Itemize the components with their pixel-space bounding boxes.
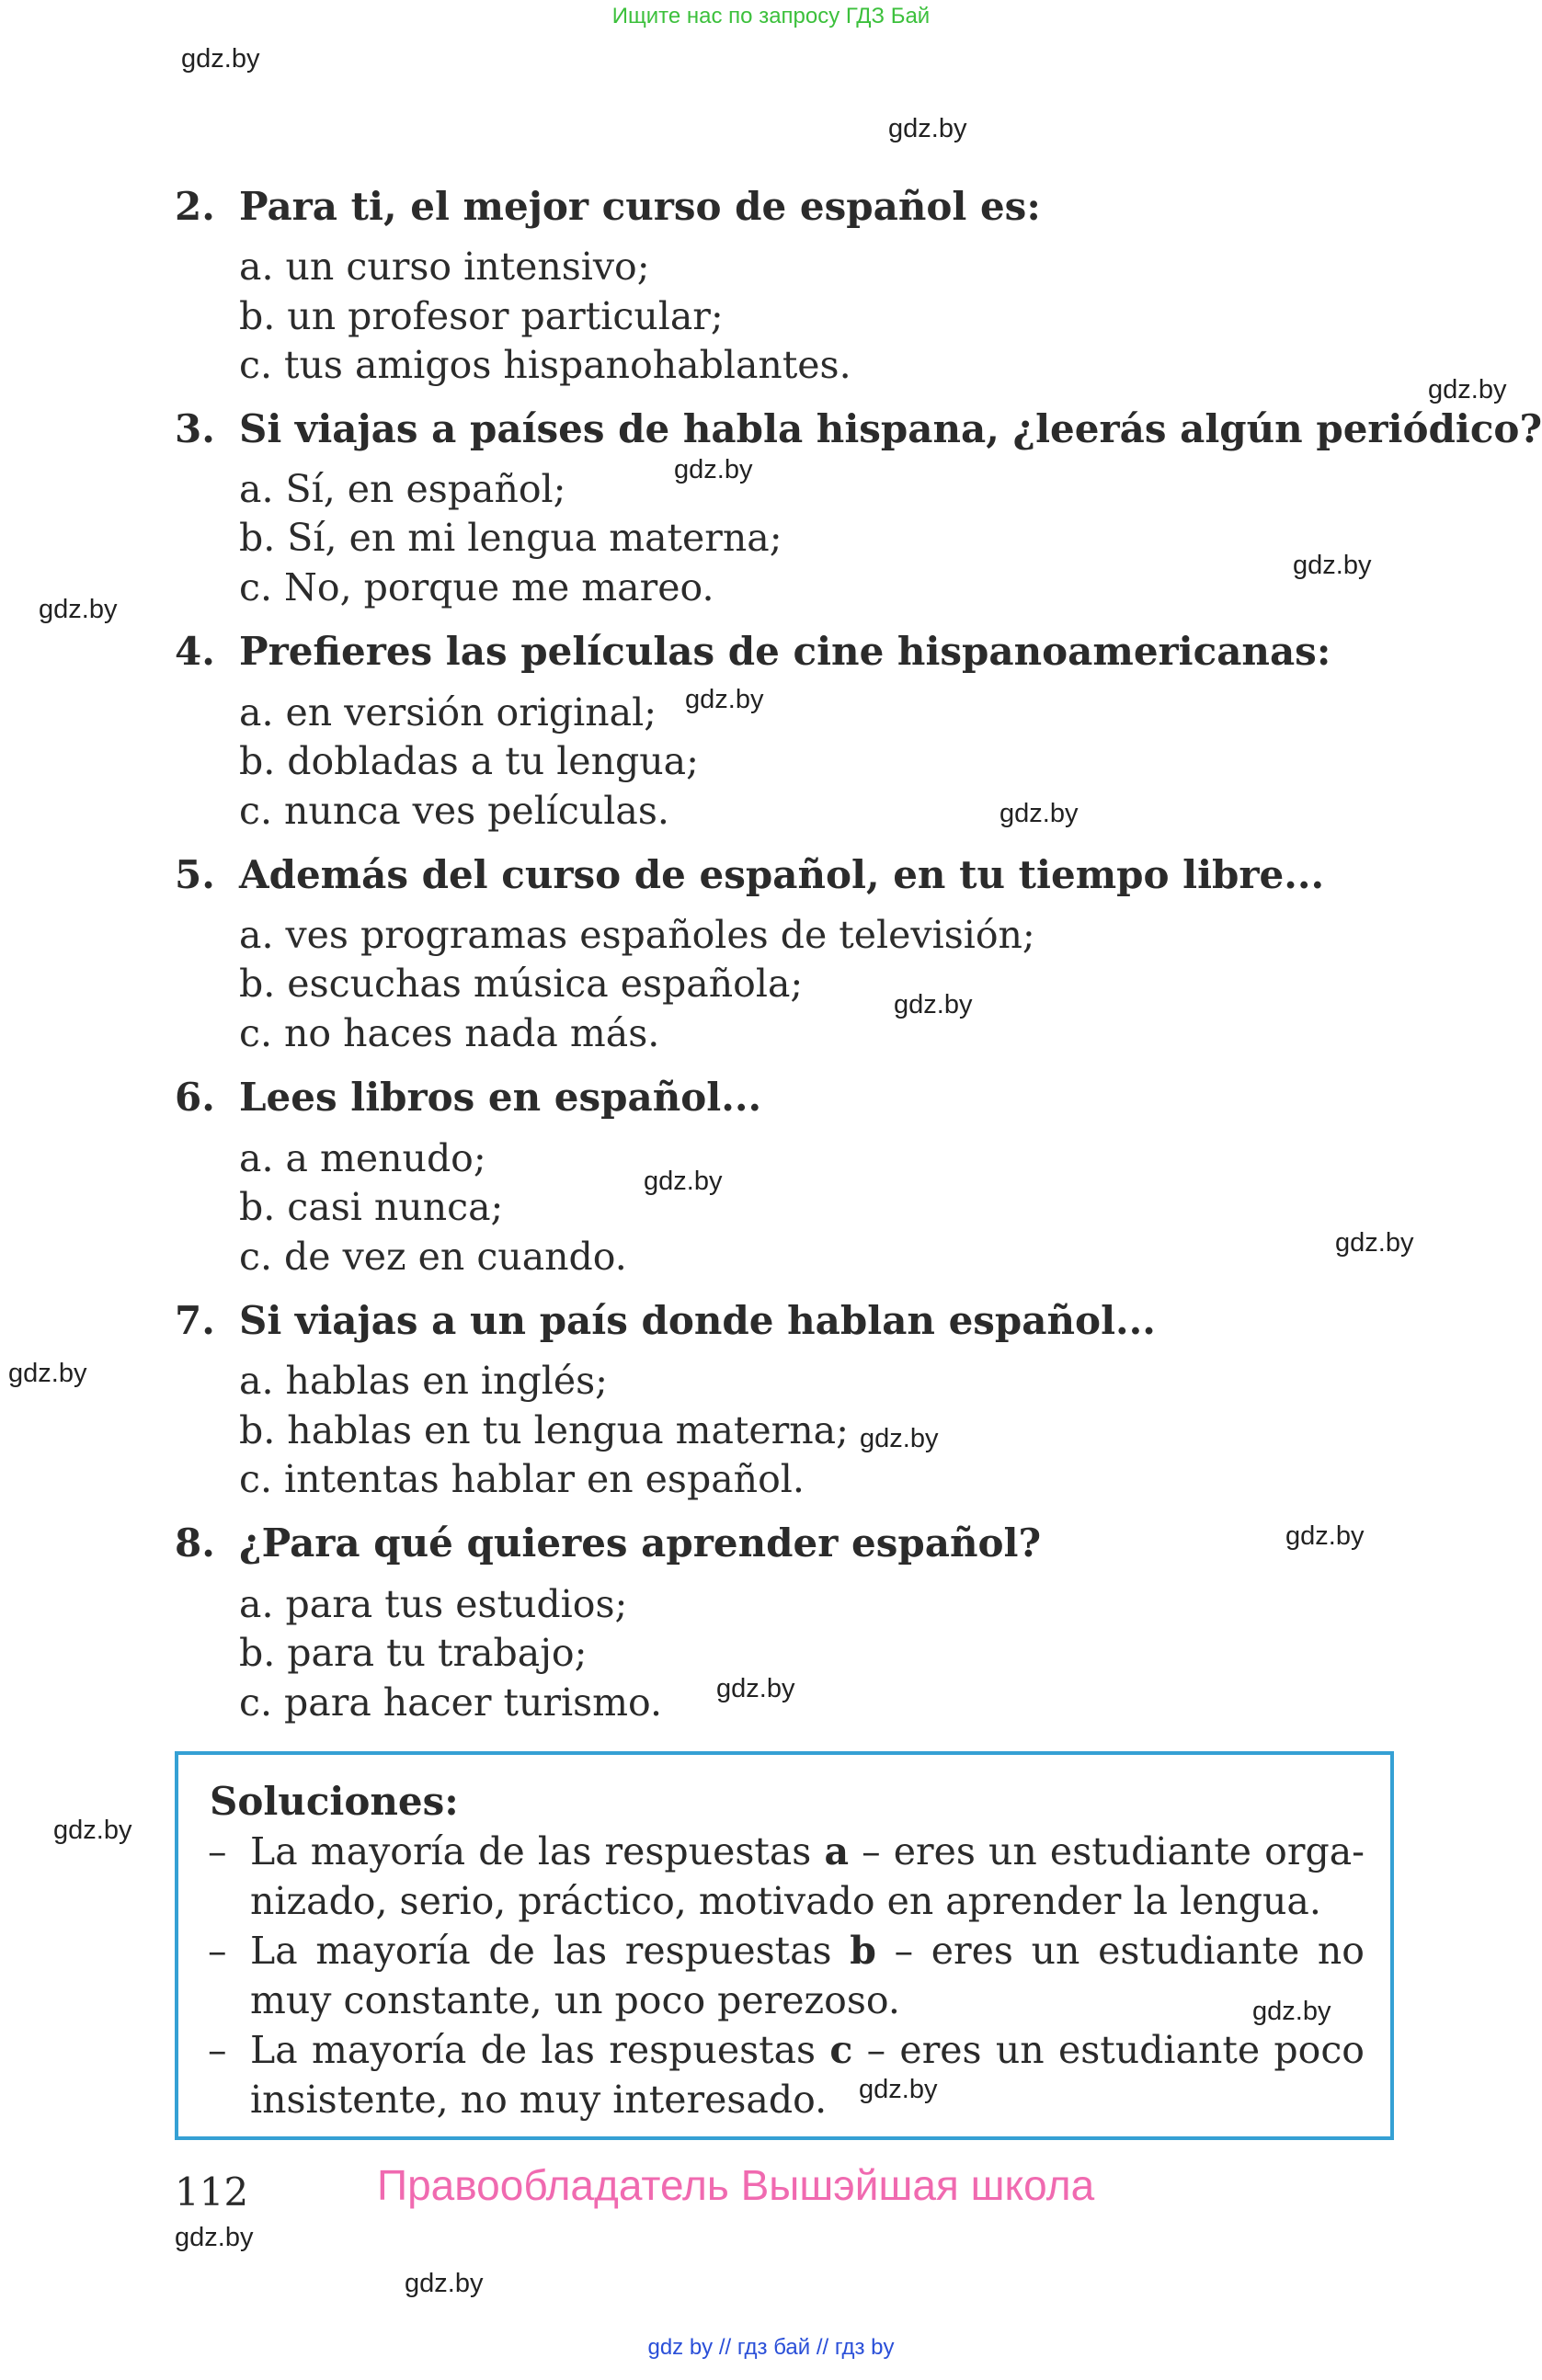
solution-c-line1 xyxy=(250,2028,1365,2072)
solution-b-line1 xyxy=(250,1929,1365,1973)
watermark: gdz.by xyxy=(39,595,118,624)
watermark: gdz.by xyxy=(674,455,753,484)
watermark: gdz.by xyxy=(53,1816,132,1845)
watermark: gdz.by xyxy=(175,2223,254,2252)
option-2a: a. un curso intensivo; xyxy=(239,245,650,289)
option-3c: c. No, porque me mareo. xyxy=(239,565,714,609)
option-5a: a. ves programas españoles de televisión; xyxy=(239,913,1035,957)
watermark: gdz.by xyxy=(1293,551,1372,580)
question-number: 3. xyxy=(175,406,215,451)
watermark: gdz.by xyxy=(1252,1997,1331,2026)
solution-key: a xyxy=(824,1829,850,1873)
option-7c: c. intentas hablar en español. xyxy=(239,1457,805,1501)
question-3 xyxy=(175,406,1542,451)
watermark: gdz.by xyxy=(716,1674,795,1703)
watermark: gdz.by xyxy=(405,2269,484,2298)
solution-key: c xyxy=(829,2028,853,2072)
watermark: gdz.by xyxy=(1285,1521,1365,1551)
question-number: 2. xyxy=(175,184,215,229)
option-8c: c. para hacer turismo. xyxy=(239,1680,663,1725)
option-3a: a. Sí, en español; xyxy=(239,467,566,511)
watermark: gdz.by xyxy=(859,2075,938,2104)
bottom-links[interactable]: gdz by // гдз бай // гдз by xyxy=(647,2335,895,2360)
option-5b: b. escuchas música española; xyxy=(239,962,804,1006)
watermark: gdz.by xyxy=(8,1359,87,1388)
solution-text: – eres un estudiante no xyxy=(875,1929,1365,1973)
solutions-title: Soluciones: xyxy=(210,1779,459,1824)
question-text: Si viajas a países de habla hispana, ¿leerás algún periódico? xyxy=(239,406,1542,451)
question-4 xyxy=(175,629,1331,674)
watermark: gdz.by xyxy=(999,799,1079,828)
question-7 xyxy=(175,1298,1156,1343)
option-4b: b. dobladas a tu lengua; xyxy=(239,739,699,783)
option-7a: a. hablas en inglés; xyxy=(239,1359,608,1403)
page-number: 112 xyxy=(175,2169,249,2215)
watermark: gdz.by xyxy=(860,1424,939,1453)
question-6 xyxy=(175,1075,761,1120)
solution-b-line2: muy constante, un poco perezoso. xyxy=(250,1978,900,2022)
watermark: gdz.by xyxy=(644,1167,723,1196)
solution-c-line2: insistente, no muy interesado. xyxy=(250,2078,828,2122)
option-6c: c. de vez en cuando. xyxy=(239,1235,627,1279)
watermark: gdz.by xyxy=(1428,375,1507,404)
question-text: Además del curso de español, en tu tiempo libre... xyxy=(239,852,1325,897)
solution-a-line1 xyxy=(250,1829,1365,1873)
option-6a: a. a menudo; xyxy=(239,1136,486,1180)
solution-text: La mayoría de las respuestas xyxy=(250,1929,851,1973)
option-2c: c. tus amigos hispanohablantes. xyxy=(239,343,851,387)
question-text: Prefieres las películas de cine hispanoamericanas: xyxy=(239,629,1331,674)
question-8 xyxy=(175,1520,1041,1566)
option-4a: a. en versión original; xyxy=(239,690,657,734)
question-number: 7. xyxy=(175,1298,215,1343)
watermark: gdz.by xyxy=(1335,1228,1414,1258)
question-number: 5. xyxy=(175,852,215,897)
option-2b: b. un profesor particular; xyxy=(239,294,724,338)
option-8b: b. para tu trabajo; xyxy=(239,1631,588,1675)
question-text: ¿Para qué quieres aprender español? xyxy=(239,1520,1042,1566)
copyright-notice: Правообладатель Вышэйшая школа xyxy=(377,2161,1095,2209)
solution-key: b xyxy=(850,1929,876,1973)
solution-text: La mayoría de las respuestas xyxy=(250,2028,830,2072)
option-7b: b. hablas en tu lengua materna; xyxy=(239,1408,849,1452)
question-text: Si viajas a un país donde hablan español... xyxy=(239,1298,1156,1343)
question-number: 8. xyxy=(175,1520,215,1566)
option-4c: c. nunca ves películas. xyxy=(239,789,669,833)
solution-text: – eres un estudiante orga- xyxy=(849,1829,1365,1873)
bullet-dash: – xyxy=(208,2028,227,2072)
solution-text: – eres un estudiante poco xyxy=(852,2028,1365,2072)
watermark: gdz.by xyxy=(888,114,967,143)
bullet-dash: – xyxy=(208,1829,227,1873)
top-banner[interactable]: Ищите нас по запросу ГДЗ Бай xyxy=(611,4,931,28)
option-8a: a. para tus estudios; xyxy=(239,1582,628,1626)
option-3b: b. Sí, en mi lengua materna; xyxy=(239,516,782,560)
question-number: 4. xyxy=(175,629,215,674)
solution-text: La mayoría de las respuestas xyxy=(250,1829,825,1873)
question-number: 6. xyxy=(175,1075,215,1120)
watermark: gdz.by xyxy=(894,990,973,1019)
watermark: gdz.by xyxy=(181,44,260,74)
watermark: gdz.by xyxy=(685,685,764,714)
question-text: Para ti, el mejor curso de español es: xyxy=(239,184,1041,229)
question-text: Lees libros en español... xyxy=(239,1075,762,1120)
question-5 xyxy=(175,852,1324,897)
option-5c: c. no haces nada más. xyxy=(239,1011,660,1055)
solution-a-line2: nizado, serio, práctico, motivado en aprender la lengua. xyxy=(250,1879,1321,1923)
bullet-dash: – xyxy=(208,1929,227,1973)
option-6b: b. casi nunca; xyxy=(239,1185,504,1229)
question-2 xyxy=(175,184,1041,229)
